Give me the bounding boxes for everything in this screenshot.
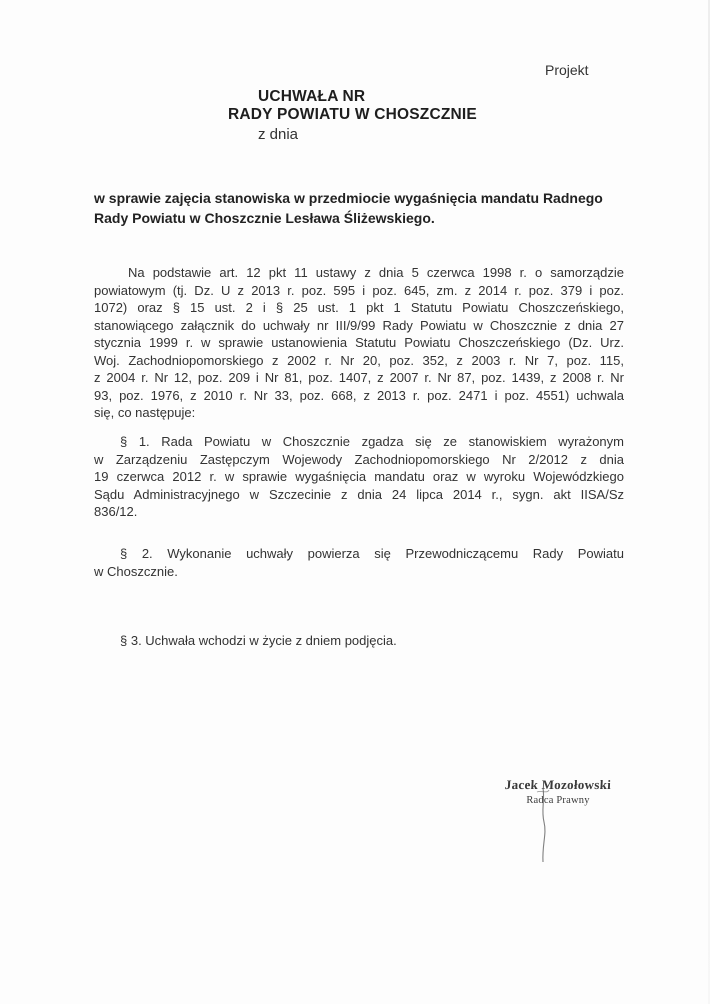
text-line: § 2. Wykonanie uchwały powierza się Przewodniczącemu Rady Powiatu <box>120 546 624 561</box>
text-line: się, co następuje: <box>94 405 196 420</box>
text-line: 836/12. <box>94 504 138 519</box>
section-2-paragraph <box>94 545 624 580</box>
draft-label: Projekt <box>545 62 589 78</box>
subject-line: w sprawie zajęcia stanowiska w przedmiocie wygaśnięcia mandatu Radnego <box>94 190 603 206</box>
text-line: z 2004 r. Nr 12, poz. 209 i Nr 81, poz. 1407, z 2007 r. Nr 87, poz. 1439, z 2008 r. Nr <box>94 370 624 385</box>
subject-line: Rady Powiatu w Choszcznie Lesława Śliżewskiego. <box>94 210 435 226</box>
section-1-paragraph <box>94 433 624 521</box>
text-line: stanowiącego załącznik do uchwały nr III/9/99 Rady Powiatu w Choszcznie z dnia 27 <box>94 317 624 333</box>
text-line: Na podstawie art. 12 pkt 11 ustawy z dnia 5 czerwca 1998 r. o samorządzie <box>128 265 624 280</box>
text-line: 93, poz. 1976, z 2010 r. Nr 33, poz. 668, z 2013 r. poz. 2471 i poz. 4551) uchwala <box>94 387 624 403</box>
section-3-paragraph <box>94 632 624 650</box>
handwritten-signature <box>525 786 561 866</box>
resolution-title: UCHWAŁA NR <box>258 88 366 105</box>
text-line: 1072) oraz § 15 ust. 2 i § 25 ust. 1 pkt 1 Statutu Powiatu Choszczeńskiego, <box>94 300 624 315</box>
stamp-role: Radca Prawny <box>526 795 590 806</box>
text-line: powiatowym (tj. Dz. U z 2013 r. poz. 595 i poz. 645, zm. z 2014 r. poz. 379 i poz. <box>94 282 624 298</box>
stamp-name: Jacek Mozołowski <box>504 777 612 792</box>
text-line: Woj. Zachodniopomorskiego z 2002 r. Nr 20, poz. 352, z 2003 r. Nr 7, poz. 115, <box>94 352 624 368</box>
legal-basis-paragraph <box>94 264 624 422</box>
text-line: § 3. Uchwała wchodzi w życie z dniem podjęcia. <box>120 633 397 648</box>
text-line: § 1. Rada Powiatu w Choszcznie zgadza się ze stanowiskiem wyrażonym <box>120 434 624 449</box>
text-line: w Choszcznie. <box>94 563 178 579</box>
text-line: Sądu Administracyjnego w Szczecinie z dnia 24 lipca 2014 r., sygn. akt IISA/Sz <box>94 486 624 502</box>
text-line: 19 czerwca 2012 r. w sprawie wygaśnięcia mandatu oraz w wyroku Wojewódzkiego <box>94 469 624 484</box>
council-name: RADY POWIATU W CHOSZCZNIE <box>228 106 477 123</box>
text-line: stycznia 1999 r. w sprawie ustanowienia Statutu Powiatu Choszczeńskiego (Dz. Urz. <box>94 335 624 350</box>
text-line: w Zarządzeniu Zastępczym Wojewody Zachodniopomorskiego Nr 2/2012 z dnia <box>94 451 624 467</box>
resolution-subject <box>94 188 634 228</box>
resolution-date: z dnia <box>258 126 299 143</box>
